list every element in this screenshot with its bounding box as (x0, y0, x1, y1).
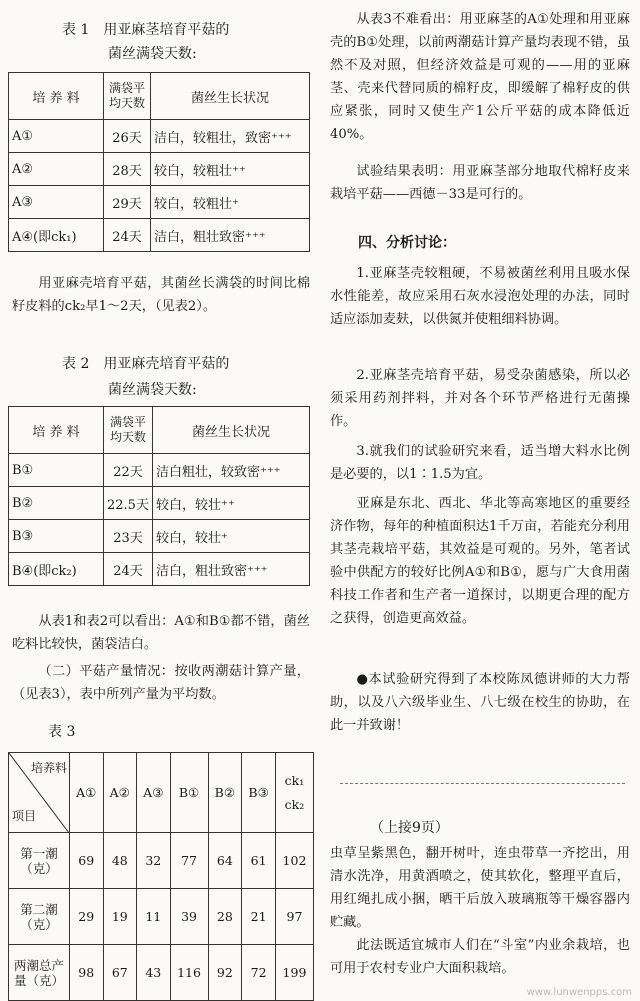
table3-cell: 39 (170, 889, 208, 945)
table-row (9, 487, 310, 520)
table1-cell-material: A④(即ck₁) (9, 219, 104, 252)
table2-header-days: 满袋平均天数 (104, 407, 153, 454)
table3-cell: 11 (137, 889, 171, 945)
table3-row-label: 第二潮（克） (9, 889, 70, 945)
paragraph-continued: 虫草呈紫黑色，翻开树叶，连虫带草一齐挖出，用清水洗净，用黄酒喷之，使其软化，整理平直后，用红绳扎成小捆，晒干后放入玻璃瓶等干燥容器内贮藏。 (330, 846, 630, 930)
table2-caption-line1: 表 2 用亚麻壳培育平菇的 (62, 356, 230, 372)
table3-corner-top: 培养料 (30, 761, 67, 775)
table3-cell: 21 (242, 889, 276, 945)
table1-header-days: 满袋平均天数 (104, 73, 151, 120)
table2-header-status: 菌丝生长状况 (152, 407, 309, 454)
table1-cell-status: 洁白，较粗壮，致密⁺⁺⁺ (151, 120, 310, 153)
table2-cell-days: 23天 (104, 520, 153, 553)
table1-cell-days: 24天 (104, 219, 151, 252)
table1-cell-material: A③ (9, 186, 104, 219)
table-row (9, 945, 314, 1001)
table2-header-material: 培 养 料 (9, 407, 104, 454)
table1-caption-line2: 菌丝满袋天数: (108, 46, 197, 62)
table3-col-header: A① (70, 753, 104, 833)
table1-cell-days: 26天 (104, 120, 151, 153)
table1-header-status: 菌丝生长状况 (151, 73, 310, 120)
table2-cell-days: 24天 (104, 553, 153, 586)
table3-cell: 98 (70, 945, 104, 1001)
table1-cell-status: 较白，较粗壮⁺⁺ (151, 153, 310, 186)
table-row (9, 889, 314, 945)
table3-col-header: B③ (242, 753, 276, 833)
table3-corner (9, 753, 70, 833)
table2-cell-material: B② (9, 487, 104, 520)
paragraph-after-table2: 从表1和表2可以看出：A①和B①都不错，菌丝吃料比较快，菌袋洁白。 (12, 614, 310, 652)
table1-cell-status: 洁白，粗壮致密⁺⁺⁺ (151, 219, 310, 252)
table3-corner-bottom: 项目 (12, 809, 37, 823)
table3-cell: 28 (208, 889, 242, 945)
table3-cell: 61 (242, 833, 276, 889)
watermark: www.lunwenpps.com (526, 987, 632, 998)
table3-col-header: ck₂ (284, 796, 305, 812)
paragraph-table3-analysis: 从表3不难看出：用亚麻茎的A①处理和用亚麻壳的B①处理，以前两潮菇计算产量均表现不错，虽然不及对照，但经济效益是可观的——用的亚麻茎、壳来代替同质的棉籽皮，即缓解了棉籽皮的供应紧张，同时又使生产1公斤平菇的成本降低近40%。 (330, 12, 630, 142)
continued-from-note: （上接9页） (370, 820, 449, 836)
table3-cell: 116 (170, 945, 208, 1001)
table3-cell: 69 (70, 833, 104, 889)
table-row (9, 833, 314, 889)
table2-cell-status: 较白，较壮⁺⁺ (152, 487, 309, 520)
table3-col-header: B② (208, 753, 242, 833)
table3-cell: 48 (103, 833, 137, 889)
table1-cell-status: 较白，较粗壮⁺ (151, 186, 310, 219)
paragraph-point-1: 1.亚麻茎壳较粗硬，不易被菌丝利用且吸水保水性能差，故应采用石灰水浸泡处理的办法，同时适应添加麦麸，以供氮并使粗细料协调。 (330, 266, 630, 327)
table1-caption-line1: 表 1 用亚麻茎培育平菇的 (62, 22, 230, 38)
table3-row-label: 第一潮（克） (9, 833, 70, 889)
table2-cell-material: B① (9, 454, 104, 487)
table3-cell: 97 (275, 889, 313, 945)
table1-cell-days: 29天 (104, 186, 151, 219)
table1-cell-material: A① (9, 120, 104, 153)
paragraph-point-2: 2.亚麻茎壳培育平菇，易受杂菌感染，所以必须采用药剂拌料，并对各个环节严格进行无菌操作。 (330, 368, 630, 429)
table3-cell: 67 (103, 945, 137, 1001)
paragraph-after-table1: 用亚麻壳培育平菇，其菌丝长满袋的时间比棉籽皮料的ck₂早1～2天，（见表2）。 (12, 276, 310, 314)
table-row (9, 153, 310, 186)
table3-cell: 43 (137, 945, 171, 1001)
table3-cell: 29 (70, 889, 104, 945)
table2-cell-status: 洁白粗壮，较致密⁺⁺⁺ (152, 454, 309, 487)
paragraph-conclusion: 试验结果表明：用亚麻茎部分地取代棉籽皮来栽培平菇——西德－33是可行的。 (330, 164, 630, 202)
table3-cell: 199 (275, 945, 313, 1001)
table2 (8, 406, 310, 586)
table3-cell: 102 (275, 833, 313, 889)
paragraph-point-3: 3.就我们的试验研究来看，适当增大料水比例是必要的，以1∶1.5为宜。 (330, 444, 630, 482)
table3-cell: 19 (103, 889, 137, 945)
table-row (9, 454, 310, 487)
table3-cell: 77 (170, 833, 208, 889)
table3-cell: 64 (208, 833, 242, 889)
table3-cell: 92 (208, 945, 242, 1001)
table3-cell: 72 (242, 945, 276, 1001)
table2-cell-status: 较白，较壮⁺ (152, 520, 309, 553)
paragraph-flax-value: 亚麻是东北、西北、华北等高寒地区的重要经济作物，每年的种植面积达1千万亩，若能充分利用其茎壳栽培平菇，其效益是可观的。另外，笔者试验中供配方的较好比例A①和B①，愿与广大食用菌科技工作者和生产者一道探讨，以期更合理的配方之获得，创造更高效益。 (330, 496, 630, 626)
table3-col-header: A② (103, 753, 137, 833)
table2-cell-days: 22天 (104, 454, 153, 487)
table2-cell-material: B④(即ck₂) (9, 553, 104, 586)
table3-row-label: 两潮总产量（克） (9, 945, 70, 1001)
table1-cell-material: A② (9, 153, 104, 186)
table-row (9, 186, 310, 219)
table2-caption-line2: 菌丝满袋天数: (108, 382, 197, 398)
section-heading-discussion: 四、分析讨论： (358, 235, 456, 251)
table3-col-header-ck (275, 753, 313, 833)
table3-col-header: A③ (137, 753, 171, 833)
table1 (8, 72, 310, 252)
table1-cell-days: 28天 (104, 153, 151, 186)
table2-cell-material: B③ (9, 520, 104, 553)
paragraph-yield: （二）平菇产量情况：按收两潮菇计算产量，（见表3），表中所列产量为平均数。 (12, 664, 310, 702)
table-row (9, 520, 310, 553)
table3-col-header: B① (170, 753, 208, 833)
section-divider (340, 783, 625, 785)
table-row (9, 553, 310, 586)
paragraph-cultivation: 此法既适宜城市人们在“斗室”内业余栽培，也可用于农村专业户大面积栽培。 (330, 938, 630, 976)
table-row (9, 120, 310, 153)
table2-cell-status: 洁白，粗壮致密⁺⁺⁺ (152, 553, 309, 586)
paragraph-acknowledgement: ●本试验研究得到了本校陈凤德讲师的大力帮助，以及八六级毕业生、八七级在校生的协助，在此一并致谢！ (330, 672, 630, 733)
table3-cell: 32 (137, 833, 171, 889)
table3-caption: 表 3 (48, 724, 76, 740)
table-row (9, 219, 310, 252)
table3-col-header: ck₁ (284, 772, 305, 788)
table1-header-material: 培 养 料 (9, 73, 104, 120)
table3 (8, 752, 314, 1001)
table2-cell-days: 22.5天 (104, 487, 153, 520)
